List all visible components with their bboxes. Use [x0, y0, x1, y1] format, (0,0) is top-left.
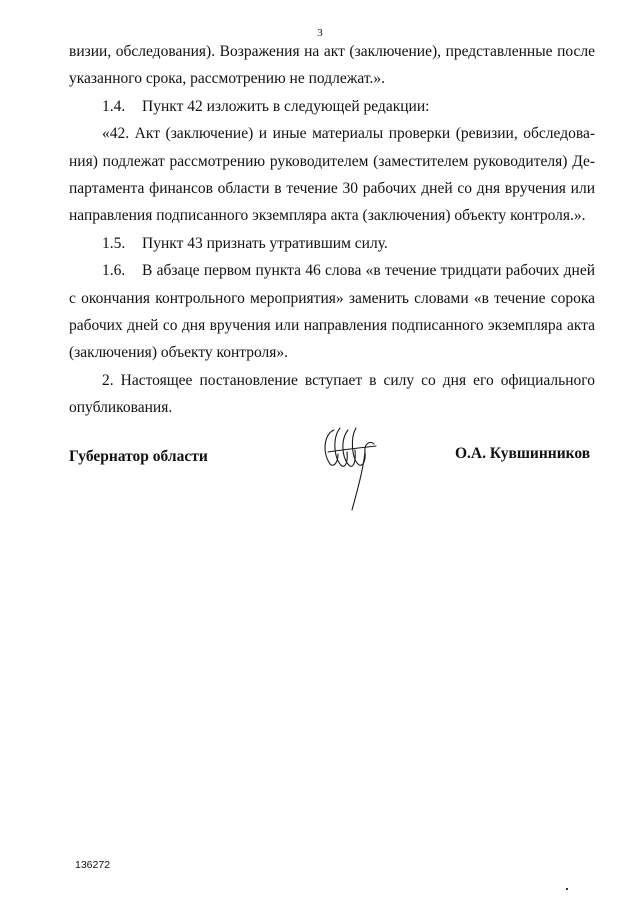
paragraph-continuation: визии, обследования). Возражения на акт (заключение), представленные после указанного срока, рассмотрению не подлежат.». [69, 43, 595, 88]
item-text: Пункт 42 изложить в следующей редакции: [142, 97, 430, 115]
signatory-name: О.А. Кувшинников [455, 445, 591, 462]
item-number: 1.6. [102, 262, 126, 280]
handwritten-signature [318, 422, 380, 514]
item-text: В абзаце первом пункта 46 слова «в течение тридцати рабочих дней с окончания контрольного мероприятия» заменить словами «в течение сорока рабочих дней со дня вручения или направления подписанного экземпляра акта (заключения) объекту контроля». [69, 262, 595, 362]
signatory-title: Губернатор области [69, 448, 208, 465]
document-body [69, 38, 595, 422]
paragraph-item-1-4 [69, 93, 595, 120]
item-number: 1.4. [102, 97, 126, 115]
item-text: Пункт 43 признать утратившим силу. [142, 234, 388, 252]
paragraph-quoted-42: «42. Акт (заключение) и иные материалы проверки (ревизии, обследова- ния) подлежат рассмотрению руководителем (заместителем руководителя) Де- партамента финансов области в течение 30 рабочих дней со дня вручения или направления подписанного экземпляра акта (заключения) объекту контроля.». [69, 125, 595, 225]
paragraph-item-2: 2. Настоящее постановление вступает в силу со дня его официального опубликования. [69, 371, 595, 417]
page-number: 3 [317, 27, 323, 39]
scan-speck [566, 888, 568, 890]
paragraph-item-1-5 [69, 230, 595, 257]
paragraph-item-1-6 [69, 257, 595, 367]
document-code: 136272 [75, 859, 111, 871]
item-number: 1.5. [102, 234, 126, 252]
